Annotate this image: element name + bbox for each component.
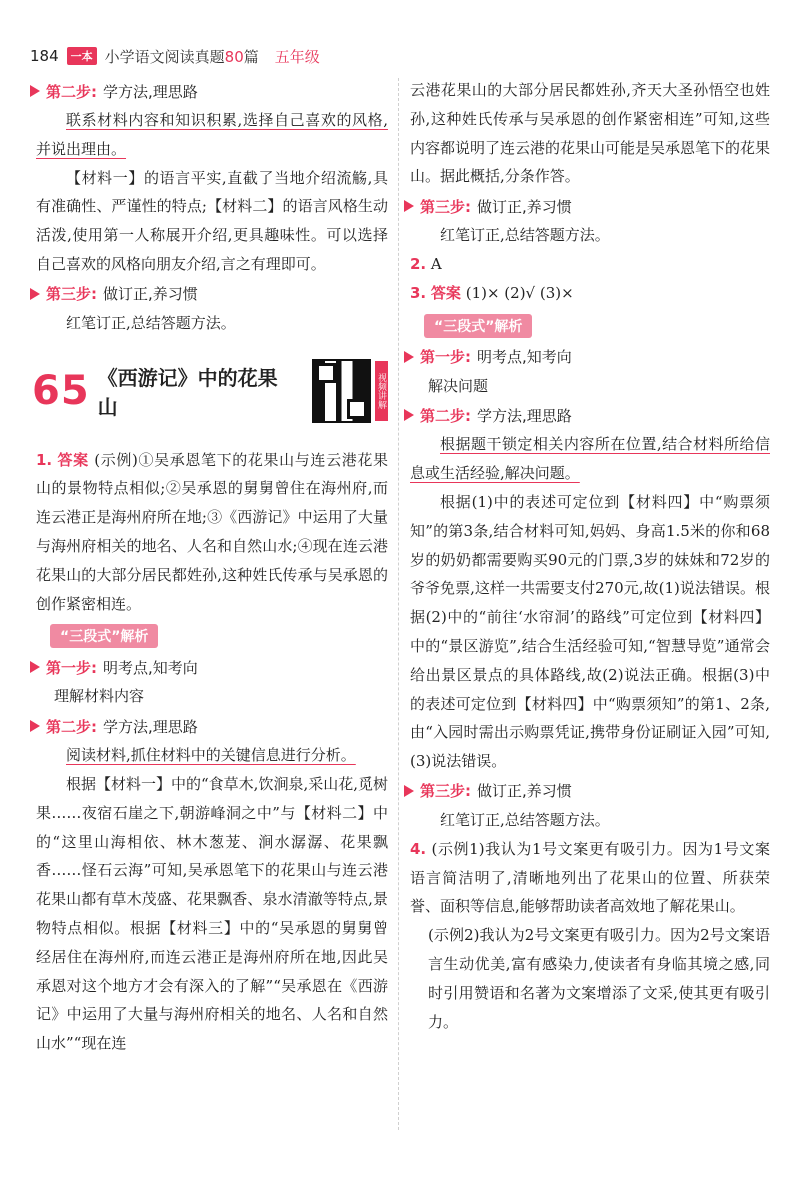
step-three-heading — [30, 279, 388, 309]
step-three-note: 红笔订正,总结答题方法。 — [66, 313, 236, 332]
book-title-count: 80 — [224, 47, 244, 66]
book-title-prefix: 小学语文阅读真题 — [104, 47, 225, 66]
answer-text: (1)× (2)√ (3)× — [465, 283, 574, 302]
answer-text: (示例)①吴承恩笔下的花果山与连云港花果山的景物特点相似;②吴承恩的舅舅曾住在海州府,而连云港正是海州府所在地;③《西游记》中运用了大量与海州府相关的地名、人名和自然山水;④现在连云港花果山的大部分居民都姓孙,这种姓氏传承与吴承恩的创作紧密相连。 — [36, 450, 388, 613]
step-two-heading — [30, 711, 388, 741]
lesson-title: 《西游记》中的花果山 — [97, 365, 278, 419]
book-title — [105, 46, 259, 67]
brand-badge: 一本 — [67, 47, 97, 65]
question-number: 4. — [410, 839, 427, 858]
explanation-paragraph: 【材料一】的语言平实,直截了当地介绍流觞,具有准确性、严谨性的特点;【材料二】的语言风格生动活泼,使用第一人称展开介绍,更具趣味性。可以选择自己喜欢的风格向朋友介绍,言之有理即可。 — [36, 168, 388, 273]
step-three-heading — [404, 191, 770, 221]
analysis-paragraph: 根据(1)中的表述可定位到【材料四】中“购票须知”的第3条,结合材料可知,妈妈、身高1.5米的你和68岁的奶奶都需要购买90元的门票,3岁的妹妹和72岁的爷爷免票,这样一共需要支付270元,故(1)说法错误。根据(2)中的“前往‘水帘洞’的路线”可定位到【材料四】中的“景区游览”,结合生活经验可知,“智慧导览”通常会给出景区景点的具体路线,故(2)说法正确。根据(3)中的表述可定位到【材料四】中“购票须知”的第1、2条,由“入园时需出示购票凭证,携带身份证刷证入园”可知,(3)说法错误。 — [410, 492, 770, 771]
column-divider — [398, 78, 399, 1130]
lesson-number: 65 — [32, 367, 90, 414]
step-text: 做订正,养习惯 — [477, 782, 572, 801]
step-label: 第二步: — [46, 717, 97, 736]
step-bullet-icon — [404, 351, 414, 363]
step-bullet-icon — [404, 785, 414, 797]
step-label: 第三步: — [46, 285, 97, 304]
step-three-note: 红笔订正,总结答题方法。 — [440, 226, 610, 245]
step-text: 做订正,养习惯 — [103, 285, 198, 304]
example-one-text: (示例1)我认为1号文案更有吸引力。因为1号文案语言简洁明了,清晰地列出了花果山的位置、所获荣誉、面积等信息,能够帮助读者高效地了解花果山。 — [410, 839, 770, 916]
method-line-text: 联系材料内容和知识积累,选择自己喜欢的风格,并说出理由。 — [36, 111, 388, 158]
answer-key-label: 答案 — [430, 283, 461, 302]
book-grade: 五年级 — [274, 47, 320, 66]
page-number: 184 — [30, 47, 59, 65]
step-text: 明考点,知考向 — [477, 348, 572, 367]
question-number: 3. — [410, 283, 427, 302]
step-text: 学方法,理思路 — [103, 717, 198, 736]
step-one-note: 解决问题 — [428, 376, 489, 395]
step-label: 第二步: — [46, 82, 97, 101]
step-bullet-icon — [30, 85, 40, 97]
question-four-answer — [410, 835, 770, 921]
lesson-heading — [32, 356, 388, 426]
example-two-text: (示例2)我认为2号文案更有吸引力。因为2号文案语言生动优美,富有感染力,使读者有身临其境之感,同时引用赞语和名著为文案增添了文采,使其更有吸引力。 — [428, 926, 770, 1031]
step-label: 第一步: — [420, 348, 471, 367]
step-label: 第三步: — [420, 197, 471, 216]
method-line-text: 根据题干锁定相关内容所在位置,结合材料所给信息或生活经验,解决问题。 — [410, 435, 770, 483]
step-bullet-icon — [404, 200, 414, 212]
step-three-note: 红笔订正,总结答题方法。 — [440, 810, 610, 829]
step-one-note: 理解材料内容 — [54, 687, 145, 706]
step-one-heading — [404, 342, 770, 372]
step-bullet-icon — [30, 288, 40, 300]
question-number: 2. — [410, 254, 427, 273]
step-label: 第三步: — [420, 782, 471, 801]
step-text: 学方法,理思路 — [477, 406, 572, 425]
step-text: 学方法,理思路 — [103, 82, 198, 101]
question-three-answer — [410, 279, 770, 308]
step-bullet-icon — [30, 720, 40, 732]
left-column — [32, 76, 388, 1058]
step-text: 做订正,养习惯 — [477, 197, 572, 216]
analysis-tag: “三段式”解析 — [50, 624, 158, 648]
method-line — [36, 741, 388, 770]
method-line — [410, 430, 770, 488]
method-line — [36, 106, 388, 164]
step-label: 第一步: — [46, 658, 97, 677]
book-title-suffix: 篇 — [243, 47, 259, 66]
analysis-paragraph: 根据【材料一】中的“食草木,饮涧泉,采山花,觅树果……夜宿石崖之下,朝游峰洞之中”与【材料二】中的“这里山海相依、林木葱茏、涧水潺潺、花果飘香……怪石云海”可知,吴承恩笔下的花果山与连云港花果山都有草木茂盛、花果飘香、泉水清澈等特点,景物特点相似。根据【材料三】中的“吴承恩的舅舅曾经居住在海州府,而连云港正是海州府所在地,因此吴承恩对这个地方才会有深入的了解”“吴承恩在《西游记》中运用了大量与海州府相关的地名、人名和自然山水”“现在连 — [36, 774, 388, 1053]
step-text: 明考点,知考向 — [103, 658, 198, 677]
step-one-heading — [30, 652, 388, 682]
video-explanation-label: 视频讲解 — [375, 361, 388, 421]
answer-text: A — [430, 254, 442, 273]
step-three-heading — [404, 776, 770, 806]
step-bullet-icon — [30, 661, 40, 673]
question-one-answer — [36, 446, 388, 619]
analysis-tag: “三段式”解析 — [424, 314, 532, 338]
step-bullet-icon — [404, 409, 414, 421]
step-two-heading — [30, 76, 388, 106]
right-column — [410, 76, 770, 1036]
question-number: 1. — [36, 450, 53, 469]
step-two-heading — [404, 400, 770, 430]
analysis-paragraph-continued: 云港花果山的大部分居民都姓孙,齐天大圣孙悟空也姓孙,这种姓氏传承与吴承恩的创作紧密相连”可知,这些内容都说明了连云港的花果山可能是吴承恩笔下的花果山。据此概括,分条作答。 — [410, 81, 771, 186]
question-two-answer — [410, 250, 770, 279]
page-header — [30, 44, 320, 68]
method-line-text: 阅读材料,抓住材料中的关键信息进行分析。 — [66, 746, 356, 765]
qr-code-icon[interactable] — [312, 359, 371, 423]
step-label: 第二步: — [420, 406, 471, 425]
answer-key-label: 答案 — [57, 450, 89, 469]
